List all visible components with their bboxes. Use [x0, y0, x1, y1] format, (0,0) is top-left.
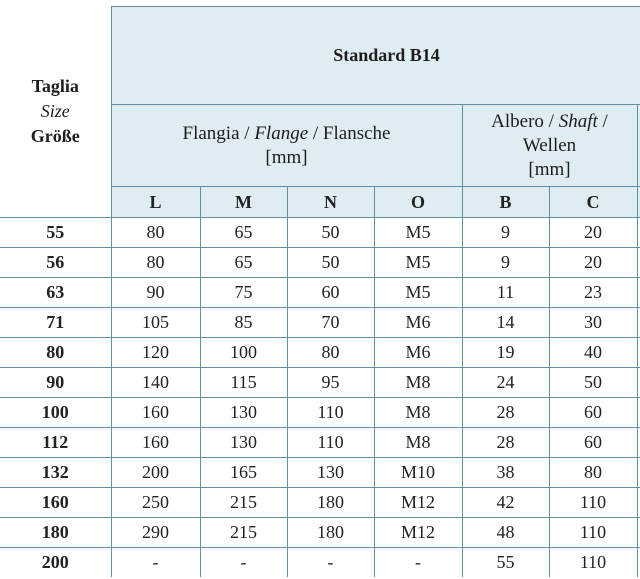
cell-b: 9 — [462, 248, 549, 278]
cell-b: 42 — [462, 488, 549, 518]
cell-n: 50 — [287, 218, 374, 248]
cell-m: 115 — [200, 368, 287, 398]
cell-n: 95 — [287, 368, 374, 398]
shaft-label-en: Shaft — [558, 110, 598, 132]
cell-c: 110 — [549, 548, 637, 578]
shaft-unit: [mm] — [528, 158, 571, 180]
table-row — [0, 248, 640, 278]
cell-b: 11 — [462, 278, 549, 308]
cell-m: - — [200, 548, 287, 578]
flange-label-en: Flange — [254, 122, 309, 144]
size-cell: 160 — [0, 488, 111, 518]
size-header-de: Größe — [30, 126, 80, 147]
cell-l: 140 — [111, 368, 200, 398]
col-header-c: C — [549, 187, 637, 218]
flange-unit: [mm] — [265, 146, 308, 168]
cell-b: 38 — [462, 458, 549, 488]
cell-o: M10 — [374, 458, 462, 488]
table-row — [0, 338, 640, 368]
col-header-n: N — [287, 187, 374, 218]
shaft-group-header — [462, 105, 637, 187]
cell-o: M5 — [374, 278, 462, 308]
cell-c: 30 — [549, 308, 637, 338]
cell-o: M6 — [374, 338, 462, 368]
cell-n: 70 — [287, 308, 374, 338]
cell-c: 23 — [549, 278, 637, 308]
table-row — [0, 278, 640, 308]
cell-c: 50 — [549, 368, 637, 398]
cell-o: - — [374, 548, 462, 578]
cell-l: 160 — [111, 398, 200, 428]
table-row — [0, 428, 640, 458]
cell-l: 120 — [111, 338, 200, 368]
cell-b: 55 — [462, 548, 549, 578]
cell-m: 100 — [200, 338, 287, 368]
col-header-l: L — [111, 187, 200, 218]
size-column-header — [0, 7, 111, 218]
flange-label-de: / Flansche — [308, 122, 391, 144]
cell-o: M8 — [374, 398, 462, 428]
cell-n: 110 — [287, 398, 374, 428]
table-body — [0, 218, 640, 578]
table-row — [0, 488, 640, 518]
size-header-it: Taglia — [31, 76, 79, 97]
cell-m: 75 — [200, 278, 287, 308]
table-row — [0, 548, 640, 578]
b14-dimension-table — [0, 6, 640, 577]
shaft-label-de: Wellen — [522, 134, 577, 156]
cell-m: 65 — [200, 248, 287, 278]
size-header-en: Size — [40, 101, 70, 122]
cell-o: M8 — [374, 428, 462, 458]
shaft-label-it: Albero / — [491, 110, 559, 132]
table-row — [0, 308, 640, 338]
size-cell: 112 — [0, 428, 111, 458]
cell-l: 80 — [111, 218, 200, 248]
standard-title-text: Standard B14 — [333, 45, 440, 65]
cell-o: M12 — [374, 488, 462, 518]
cell-m: 65 — [200, 218, 287, 248]
cell-c: 80 — [549, 458, 637, 488]
cell-b: 19 — [462, 338, 549, 368]
cell-o: M8 — [374, 368, 462, 398]
cell-l: 250 — [111, 488, 200, 518]
standard-title — [111, 7, 640, 105]
table-row — [0, 458, 640, 488]
cell-m: 215 — [200, 518, 287, 548]
shaft-label-sep: / — [597, 110, 608, 132]
size-cell: 80 — [0, 338, 111, 368]
cell-n: 50 — [287, 248, 374, 278]
cell-c: 60 — [549, 398, 637, 428]
size-cell: 71 — [0, 308, 111, 338]
cell-o: M6 — [374, 308, 462, 338]
cell-c: 110 — [549, 518, 637, 548]
cell-n: 110 — [287, 428, 374, 458]
cell-l: 290 — [111, 518, 200, 548]
flange-group-header — [111, 105, 462, 187]
cell-c: 60 — [549, 428, 637, 458]
cell-c: 40 — [549, 338, 637, 368]
cell-m: 165 — [200, 458, 287, 488]
cell-l: - — [111, 548, 200, 578]
table-row — [0, 518, 640, 548]
size-cell: 180 — [0, 518, 111, 548]
flange-label-it: Flangia / — [182, 122, 255, 144]
cell-b: 28 — [462, 428, 549, 458]
cell-n: 60 — [287, 278, 374, 308]
cell-b: 24 — [462, 368, 549, 398]
cell-o: M5 — [374, 248, 462, 278]
cell-b: 9 — [462, 218, 549, 248]
size-cell: 63 — [0, 278, 111, 308]
cell-c: 110 — [549, 488, 637, 518]
cell-n: 180 — [287, 518, 374, 548]
cell-b: 48 — [462, 518, 549, 548]
cell-l: 160 — [111, 428, 200, 458]
col-header-b: B — [462, 187, 549, 218]
cell-n: - — [287, 548, 374, 578]
cell-c: 20 — [549, 218, 637, 248]
size-cell: 132 — [0, 458, 111, 488]
cell-o: M5 — [374, 218, 462, 248]
cell-l: 90 — [111, 278, 200, 308]
col-header-o: O — [374, 187, 462, 218]
col-header-m: M — [200, 187, 287, 218]
size-cell: 100 — [0, 398, 111, 428]
cell-o: M12 — [374, 518, 462, 548]
cell-n: 130 — [287, 458, 374, 488]
cell-m: 85 — [200, 308, 287, 338]
cell-n: 180 — [287, 488, 374, 518]
cell-b: 28 — [462, 398, 549, 428]
cell-l: 80 — [111, 248, 200, 278]
size-cell: 200 — [0, 548, 111, 578]
table-row — [0, 368, 640, 398]
cell-l: 105 — [111, 308, 200, 338]
cell-m: 130 — [200, 428, 287, 458]
table-row — [0, 218, 640, 248]
size-cell: 56 — [0, 248, 111, 278]
cell-c: 20 — [549, 248, 637, 278]
size-cell: 90 — [0, 368, 111, 398]
cell-l: 200 — [111, 458, 200, 488]
cell-m: 215 — [200, 488, 287, 518]
cell-n: 80 — [287, 338, 374, 368]
table-row — [0, 398, 640, 428]
size-cell: 55 — [0, 218, 111, 248]
cell-m: 130 — [200, 398, 287, 428]
cell-b: 14 — [462, 308, 549, 338]
